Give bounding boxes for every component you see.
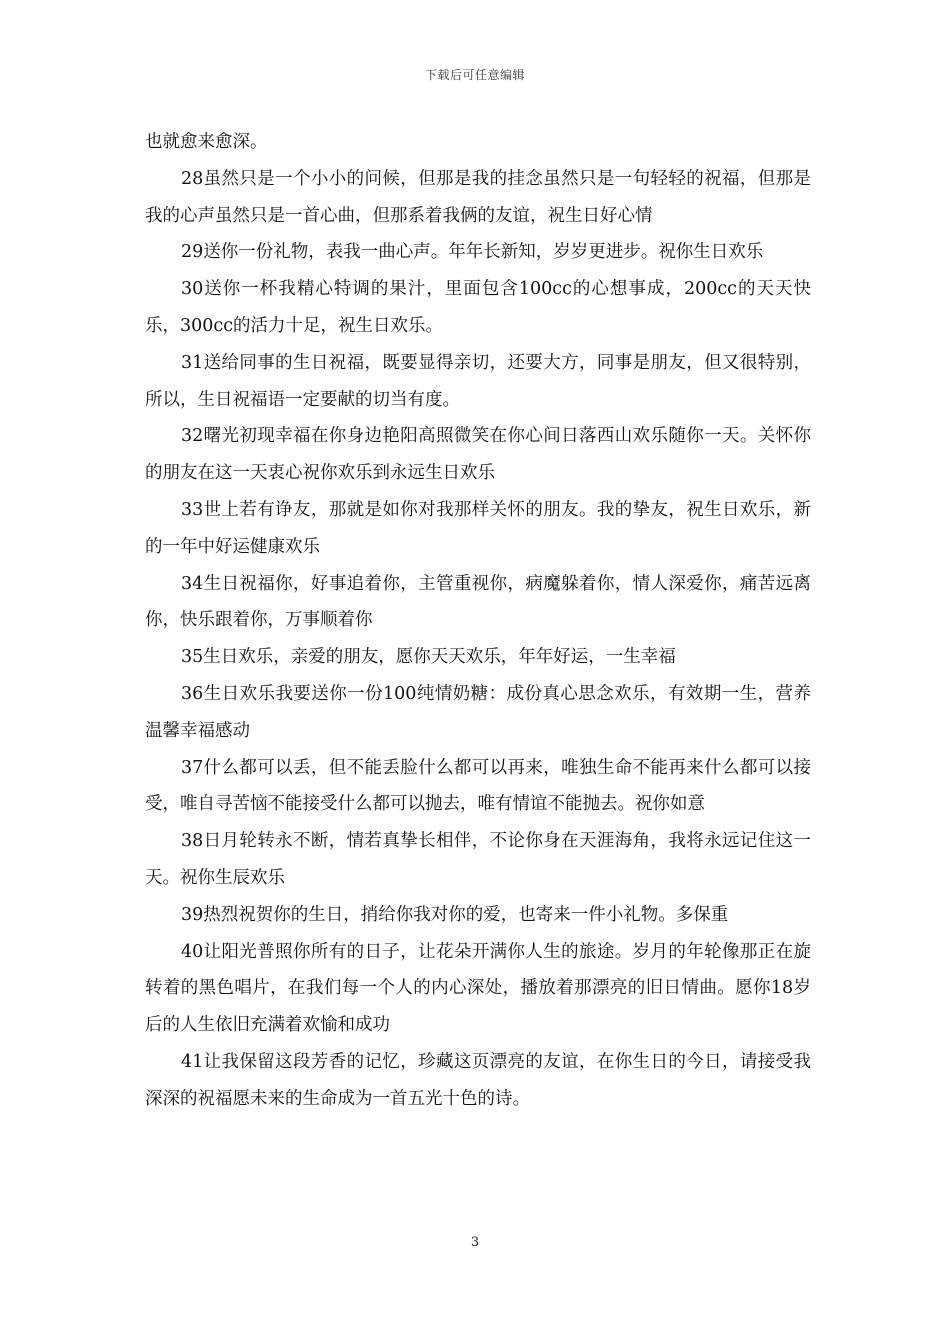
paragraph: 31送给同事的生日祝福，既要显得亲切，还要大方，同事是朋友，但又很特别，所以，生日祝福语一定要献的切当有度。 <box>145 352 811 410</box>
paragraph: 32曙光初现幸福在你身边艳阳高照微笑在你心间日落西山欢乐随你一天。关怀你的朋友在这一天衷心祝你欢乐到永远生日欢乐 <box>145 426 811 484</box>
page-header: 下载后可任意编辑 <box>424 68 525 82</box>
paragraph: 28虽然只是一个小小的问候，但那是我的挂念虽然只是一句轻轻的祝福，但那是我的心声虽然只是一首心曲，但那系着我俩的友谊，祝生日好心情 <box>145 168 811 226</box>
paragraph: 30送你一杯我精心特调的果汁，里面包含100cc的心想事成，200cc的天天快乐，300cc的活力十足，祝生日欢乐。 <box>145 279 811 336</box>
page-number: 3 <box>470 1235 480 1250</box>
paragraph: 40让阳光普照你所有的日子，让花朵开满你人生的旅途。岁月的年轮像那正在旋转着的黑色唱片，在我们每一个人的内心深处，播放着那漂亮的旧日情曲。愿你18岁后的人生依旧充满着欢愉和成功 <box>145 941 811 1036</box>
paragraph: 34生日祝福你，好事追着你，主管重视你，病魔躲着你，情人深爱你，痛苦远离你，快乐跟着你，万事顺着你 <box>145 573 811 631</box>
paragraph: 36生日欢乐我要送你一份100纯情奶糖：成份真心思念欢乐，有效期一生，营养温馨幸福感动 <box>145 683 811 741</box>
paragraph: 35生日欢乐，亲爱的朋友，愿你天天欢乐，年年好运，一生幸福 <box>181 647 676 668</box>
paragraph: 29送你一份礼物，表我一曲心声。年年长新知，岁岁更进步。祝你生日欢乐 <box>181 242 764 263</box>
paragraph: 39热烈祝贺你的生日，捎给你我对你的爱，也寄来一件小礼物。多保重 <box>181 904 729 925</box>
paragraph: 也就愈来愈深。 <box>145 132 268 152</box>
paragraph: 37什么都可以丢，但不能丢脸什么都可以再来，唯独生命不能再来什么都可以接受，唯自寻苦恼不能接受什么都可以抛去，唯有情谊不能抛去。祝你如意 <box>145 757 811 815</box>
document-body <box>145 124 811 1118</box>
paragraph: 33世上若有诤友，那就是如你对我那样关怀的朋友。我的挚友，祝生日欢乐，新的一年中好运健康欢乐 <box>145 499 811 557</box>
paragraph: 41让我保留这段芳香的记忆，珍藏这页漂亮的友谊，在你生日的今日，请接受我深深的祝福愿未来的生命成为一首五光十色的诗。 <box>145 1051 811 1109</box>
paragraph: 38日月轮转永不断，情若真挚长相伴，不论你身在天涯海角，我将永远记住这一天。祝你生辰欢乐 <box>145 831 811 888</box>
